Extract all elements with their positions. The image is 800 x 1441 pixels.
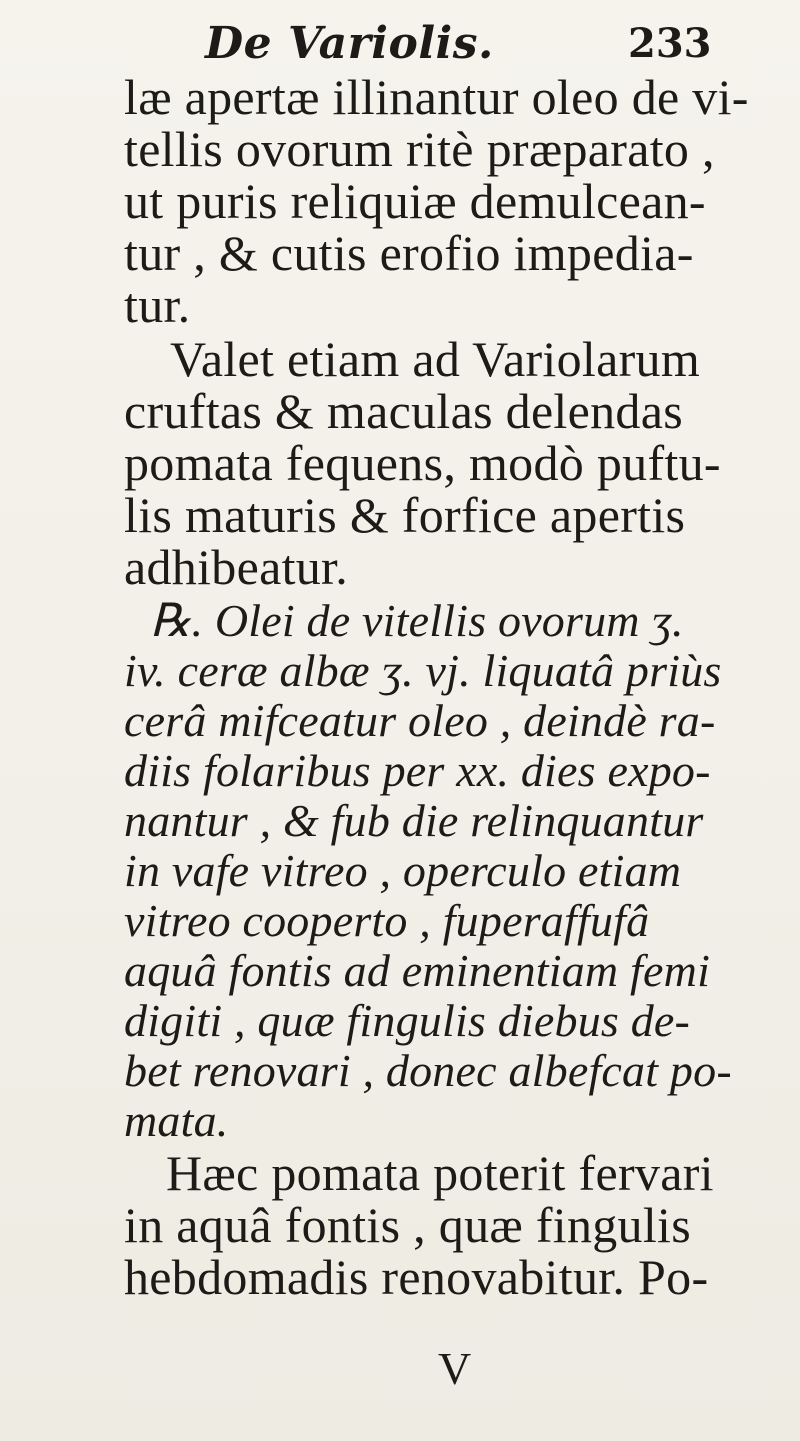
page-number: 233 bbox=[628, 20, 712, 67]
paragraph-start-line: Valet etiam ad Variolarum bbox=[170, 331, 701, 387]
recipe-line: mata. bbox=[124, 1095, 229, 1146]
recipe-line: vitreo cooperto , fuperaffufâ bbox=[124, 895, 650, 946]
recipe-line: ℞. Olei de vitellis ovorum ʒ. bbox=[150, 595, 684, 646]
page-header bbox=[0, 18, 800, 68]
text-line: cruftas & maculas delendas bbox=[124, 383, 683, 439]
text-line: lis maturis & forfice apertis bbox=[124, 487, 686, 543]
text-line: adhibeatur. bbox=[124, 539, 349, 595]
running-head: De Variolis. bbox=[205, 18, 494, 69]
text-line: tellis ovorum ritè præparato , bbox=[124, 121, 715, 177]
recipe-line: bet renovari , donec albefcat po- bbox=[124, 1045, 732, 1096]
text-line: læ apertæ illinantur oleo de vi- bbox=[124, 69, 749, 125]
recipe-line: cerâ mifceatur oleo , deindè ra- bbox=[124, 695, 716, 746]
text-line: pomata fequens, modò puftu- bbox=[124, 435, 721, 491]
recipe-line: aquâ fontis ad eminentiam femi bbox=[124, 945, 711, 996]
recipe-line: digiti , quæ fingulis diebus de- bbox=[124, 995, 691, 1046]
text-line: hebdomadis renovabitur. Po- bbox=[124, 1249, 709, 1305]
recipe-line: in vafe vitreo , operculo etiam bbox=[124, 845, 682, 896]
text-line: tur. bbox=[124, 277, 191, 333]
recipe-line: nantur , & fub die relinquantur bbox=[124, 795, 704, 846]
recipe-line: diis folaribus per xx. dies expo- bbox=[124, 745, 711, 796]
text-line: in aquâ fontis , quæ fingulis bbox=[124, 1197, 692, 1253]
catchword: V bbox=[438, 1343, 472, 1394]
paragraph-start-line: Hæc pomata poterit fervari bbox=[166, 1145, 714, 1201]
text-line: ut puris reliquiæ demulcean- bbox=[124, 173, 706, 229]
text-line: tur , & cutis erofio impedia- bbox=[124, 225, 694, 281]
recipe-line: iv. ceræ albæ ʒ. vj. liquatâ priùs bbox=[124, 645, 722, 696]
